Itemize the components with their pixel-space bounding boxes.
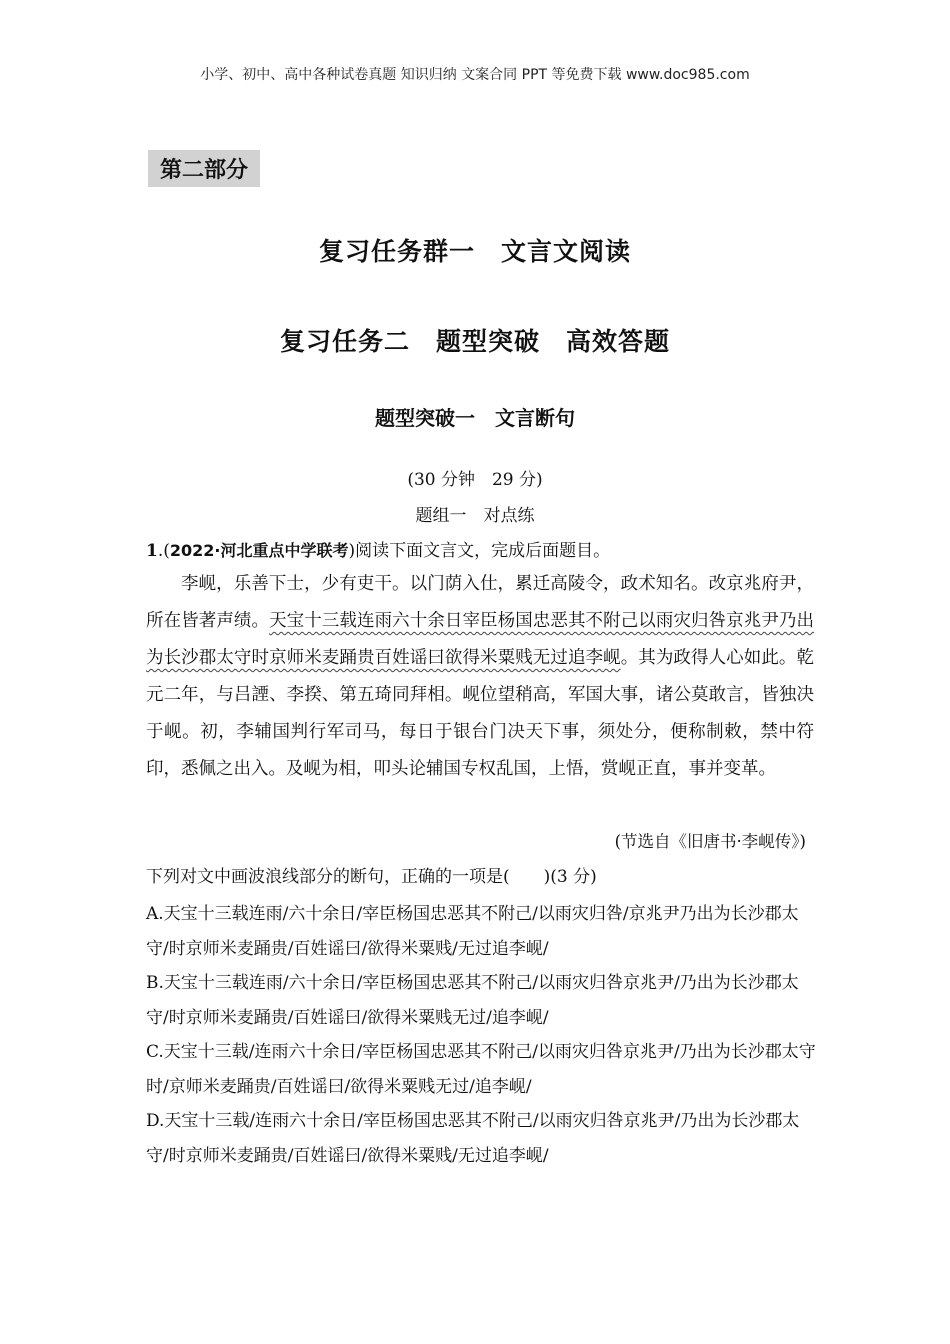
source-note: (节选自《旧唐书·李岘传》): [614, 832, 806, 851]
task-title: 复习任务二 题型突破 高效答题: [279, 327, 670, 356]
page-header-watermark: 小学、初中、高中各种试卷真题 知识归纳 文案合同 PPT 等免费下载 www.doc985.com: [200, 67, 750, 83]
option-c: C.天宝十三载/连雨六十余日/宰臣杨国忠恶其不附己/以雨灾归咎京兆尹/乃出为长沙郡太守时/京师米麦踊贵/百姓谣曰/欲得米粟贱无过/追李岘/: [146, 1042, 816, 1097]
section-title: 题型突破一 文言断句: [375, 406, 575, 430]
question-source-prefix: .(: [157, 541, 170, 561]
passage-after: 。其为政得人心如此。乾元二年，与吕諲、李揆、第五琦同拜相。岘位望稍高，军国大事，诸公莫敢言，皆独决于岘。初，李辅国判行军司马，每日于银台门决天下事，须处分，便称制敕，禁中符印，悉佩之出入。及岘为相，叩头论辅国专权乱国，上悟，赏岘正直，事并变革。: [146, 648, 814, 779]
option-b: B.天宝十三载连雨/六十余日/宰臣杨国忠恶其不附己/以雨灾归咎京兆尹/乃出为长沙郡太守/时京师米麦踊贵/百姓谣曰/欲得米粟贱无过/追李岘/: [146, 973, 799, 1028]
passage-wavy-underlined: 天宝十三载连雨六十余日宰臣杨国忠恶其不附己以雨灾归咎京兆尹乃出为长沙郡太守时京师米麦踊贵百姓谣曰欲得米粟贱无过追李岘: [146, 611, 815, 668]
classical-passage: [146, 566, 814, 788]
question-source: 2022·河北重点中学联考: [169, 541, 349, 560]
task-group-title: 复习任务群一 文言文阅读: [318, 237, 631, 266]
question-stem: 下列对文中画波浪线部分的断句，正确的一项是( )(3 分): [146, 867, 597, 887]
answer-options: [146, 897, 816, 1173]
group-label: 题组一 对点练: [415, 506, 535, 526]
question-instruction: )阅读下面文言文，完成后面题目。: [348, 541, 611, 561]
question-number: 1: [146, 541, 158, 561]
question-heading: [146, 536, 816, 561]
option-d: D.天宝十三载/连雨六十余日/宰臣杨国忠恶其不附己/以雨灾归咎京兆尹/乃出为长沙郡太守/时京师米麦踊贵/百姓谣曰/欲得米粟贱/无过追李岘/: [146, 1111, 800, 1166]
passage-before: 李岘，乐善下士，少有吏干。以门荫入仕，累迁高陵令，政术知名。改京兆府尹，所在皆著声绩。: [146, 574, 814, 631]
option-a: A.天宝十三载连雨/六十余日/宰臣杨国忠恶其不附己/以雨灾归咎/京兆尹乃出为长沙郡太守/时京师米麦踊贵/百姓谣曰/欲得米粟贱/无过追李岘/: [146, 904, 799, 959]
time-score: (30 分钟 29 分): [407, 470, 543, 490]
part-badge: 第二部分: [148, 150, 260, 187]
